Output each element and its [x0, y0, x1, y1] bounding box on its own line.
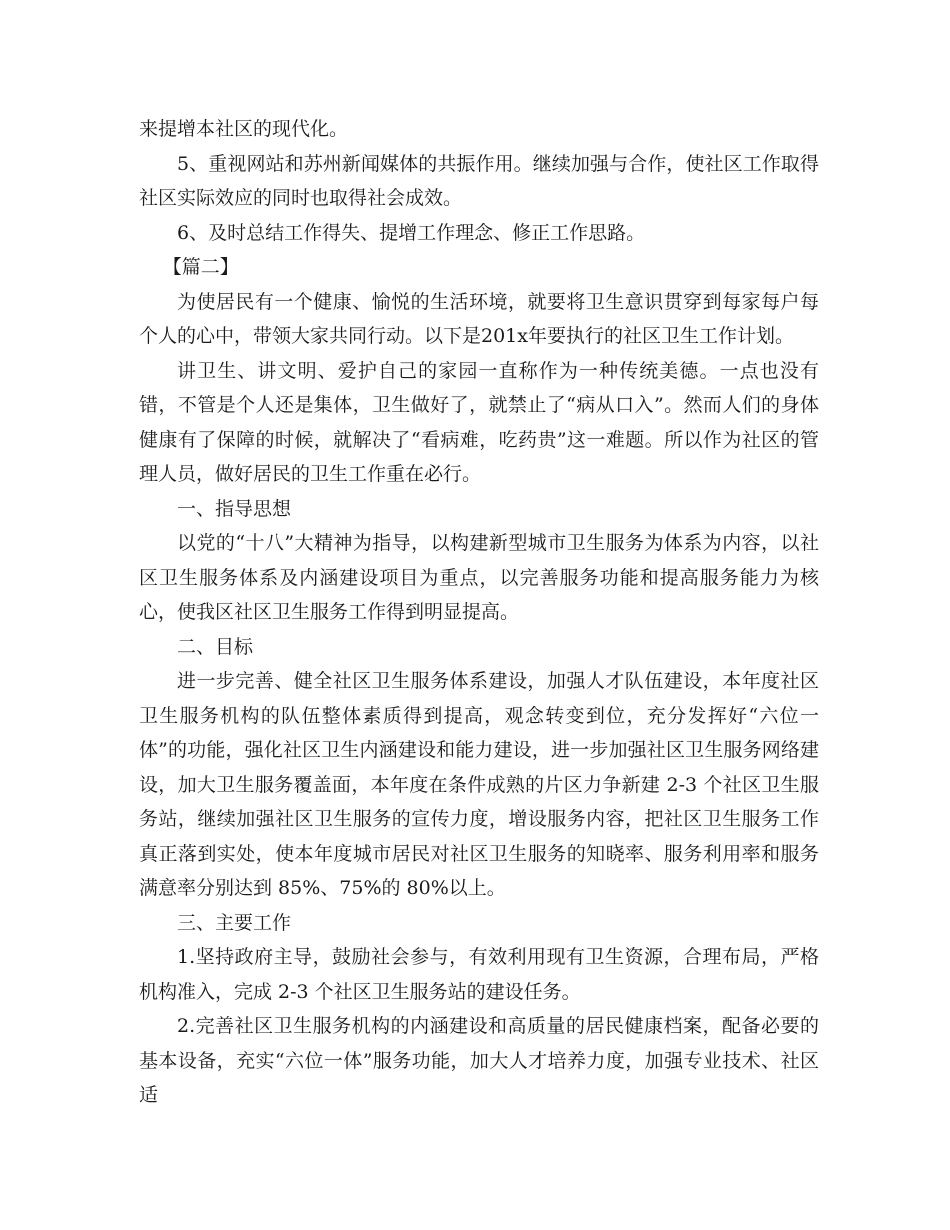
paragraph-item-6: 6、及时总结工作得失、提增工作理念、修正工作思路。 [177, 221, 646, 244]
document-body [139, 112, 819, 1113]
paragraph-background: 讲卫生、讲文明、爱护自己的家园一直称作为一种传统美德。一点也没有错，不管是个人还是集体，卫生做好了，就禁止了“病从口入”。然而人们的身体健康有了保障的时候，就解决了“看病难，吃药贵”这一难题。所以作为社区的管理人员，做好居民的卫生工作重在必行。 [139, 359, 819, 485]
heading-main-work: 三、主要工作 [177, 911, 292, 934]
paragraph-continuation: 来提增本社区的现代化。 [139, 118, 349, 140]
heading-guiding-ideology: 一、指导思想 [177, 497, 292, 520]
paragraph-work-item-1: 1.坚持政府主导，鼓励社会参与，有效利用现有卫生资源，合理布局，严格机构准入，完成 2-3 个社区卫生服务站的建设任务。 [139, 946, 819, 1003]
heading-goals: 二、目标 [177, 635, 254, 658]
paragraph-goals: 进一步完善、健全社区卫生服务体系建设，加强人才队伍建设，本年度社区卫生服务机构的队伍整体素质得到提高，观念转变到位，充分发挥好“六位一体”的功能，强化社区卫生内涵建设和能力建设，进一步加强社区卫生服务网络建设，加大卫生服务覆盖面，本年度在条件成熟的片区力争新建 2-3 个社区卫生服务站，继续加强社区卫生服务的宣传力度，增设服务内容，把社区卫生服务工作真正落到实处，使本年度城市居民对社区卫生服务的知晓率、服务利用率和服务满意率分别达到 85%、75%的 80%以上。 [139, 670, 819, 899]
paragraph-intro: 为使居民有一个健康、愉悦的生活环境，就要将卫生意识贯穿到每家每户每个人的心中，带领大家共同行动。以下是201x年要执行的社区卫生工作计划。 [139, 290, 819, 347]
paragraph-work-item-2: 2.完善社区卫生服务机构的内涵建设和高质量的居民健康档案，配备必要的基本设备，充实“六位一体”服务功能，加大人才培养力度，加强专业技术、社区适 [139, 1015, 819, 1106]
paragraph-guiding-ideology: 以党的“十八”大精神为指导，以构建新型城市卫生服务为体系为内容，以社区卫生服务体系及内涵建设项目为重点，以完善服务功能和提高服务能力为核心，使我区社区卫生服务工作得到明显提高。 [139, 532, 819, 623]
section-title-part-two: 【篇二】 [162, 256, 239, 278]
paragraph-item-5: 5、重视网站和苏州新闻媒体的共振作用。继续加强与合作，使社区工作取得社区实际效应的同时也取得社会成效。 [139, 152, 819, 209]
